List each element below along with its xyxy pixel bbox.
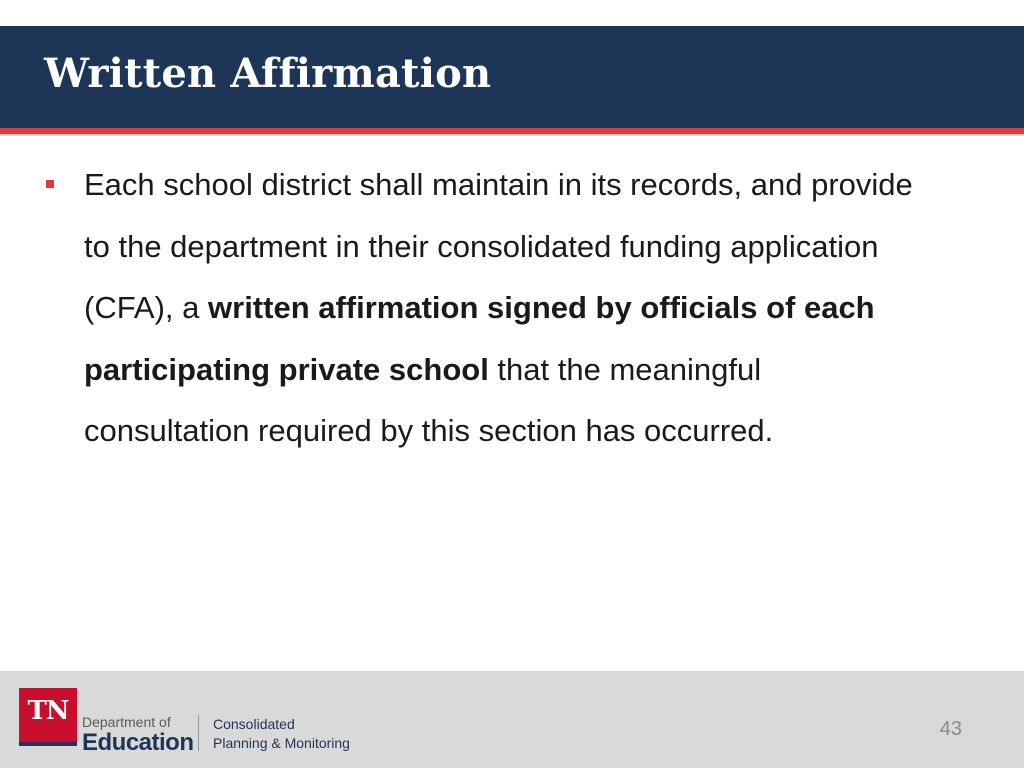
division-name-line1: Consolidated [213,716,295,732]
bullet-text [84,154,934,462]
square-bullet-icon [46,180,54,188]
tn-logo [19,688,77,746]
footer [0,671,1024,768]
bullet-text-bold: written affirmation signed by officials of each participating private school [84,290,875,387]
slide-title: Written Affirmation [44,50,492,97]
bullet-text-part1: Each school district shall maintain in its records, and provide to the department in their consolidated funding application (CFA), a [84,167,913,325]
department-prefix: Department of [82,714,171,730]
division-name-line2: Planning & Monitoring [213,735,350,751]
tn-logo-text: TN [27,696,69,726]
bullet-item [46,154,946,462]
slide-content [46,154,946,462]
bullet-text-part2: that the meaningful consultation required by this section has occurred. [84,351,774,448]
title-underline-shadow [0,134,1024,136]
page-number: 43 [939,718,962,740]
footer-divider [198,715,199,751]
title-bar [0,26,1024,128]
department-name: Education [82,729,194,756]
